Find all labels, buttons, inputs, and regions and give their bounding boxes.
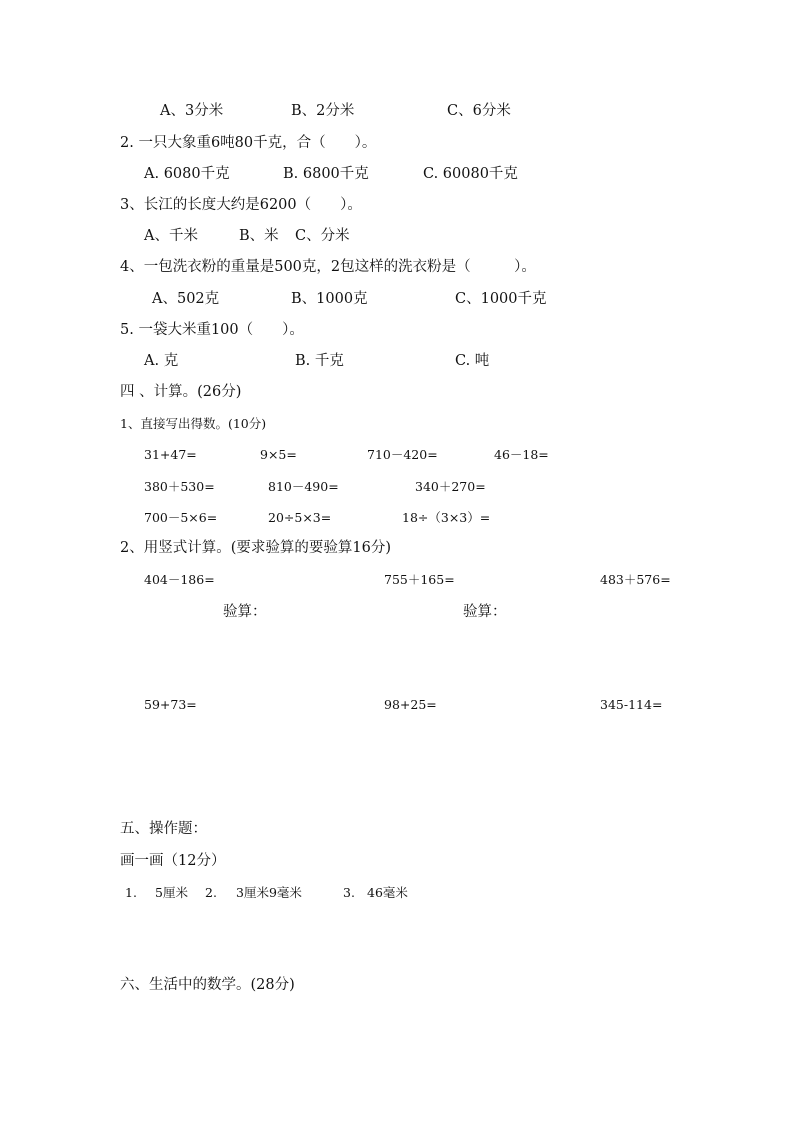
question-5-option-c: C. 吨 xyxy=(455,353,490,369)
oral-calc-item: 810－490= xyxy=(268,479,339,494)
question-2-option-b: B. 6800千克 xyxy=(283,166,369,182)
draw-item-number: 1. xyxy=(125,885,137,900)
question-4-stem: 4、一包洗衣粉的重量是500克，2包这样的洗衣粉是（ ）。 xyxy=(120,259,536,275)
prev-option-c: C、6分米 xyxy=(447,103,511,119)
prev-option-a: A、3分米 xyxy=(160,103,224,119)
draw-item-length: 3厘米9毫米 xyxy=(236,885,302,900)
section-6-title: 六、生活中的数学。(28分) xyxy=(120,977,295,993)
question-5-option-a: A. 克 xyxy=(144,353,179,369)
section-4-part-2-title: 2、用竖式计算。(要求验算的要验算16分) xyxy=(120,540,391,556)
section-4-part-1-title: 1、直接写出得数。(10分) xyxy=(120,416,267,431)
draw-item-number: 2. xyxy=(205,885,217,900)
oral-calc-item: 340＋270= xyxy=(415,479,486,494)
question-3-option-c: C、分米 xyxy=(295,228,350,244)
draw-item-number: 3. xyxy=(343,885,355,900)
section-5-subtitle: 画一画（12分） xyxy=(120,853,226,869)
question-4-option-b: B、1000克 xyxy=(291,291,368,307)
question-3-stem: 3、长江的长度大约是6200（ ）。 xyxy=(120,197,362,213)
vertical-calc-item: 345-114= xyxy=(600,697,663,712)
oral-calc-item: 700－5×6= xyxy=(144,510,218,525)
section-4-title: 四 、计算。(26分) xyxy=(120,384,242,400)
oral-calc-item: 31+47= xyxy=(144,447,197,462)
vertical-calc-item: 98+25= xyxy=(384,697,437,712)
question-3-option-a: A、千米 xyxy=(144,228,198,244)
section-5-title: 五、操作题： xyxy=(120,821,207,837)
question-3-option-b: B、米 xyxy=(239,228,279,244)
oral-calc-item: 20÷5×3= xyxy=(268,510,332,525)
question-2-stem: 2. 一只大象重6吨80千克，合（ ）。 xyxy=(120,135,377,151)
oral-calc-item: 710－420= xyxy=(367,447,438,462)
question-5-stem: 5. 一袋大米重100（ ）。 xyxy=(120,322,304,338)
vertical-calc-item: 483＋576= xyxy=(600,572,671,587)
vertical-calc-item: 755＋165= xyxy=(384,572,455,587)
question-5-option-b: B. 千克 xyxy=(295,353,344,369)
oral-calc-item: 18÷（3×3）= xyxy=(402,510,491,525)
check-label: 验算： xyxy=(463,604,507,620)
oral-calc-item: 9×5= xyxy=(260,447,297,462)
draw-item-length: 5厘米 xyxy=(155,885,188,900)
oral-calc-item: 46－18= xyxy=(494,447,549,462)
question-4-option-a: A、502克 xyxy=(152,291,220,307)
question-2-option-c: C. 60080千克 xyxy=(423,166,518,182)
prev-option-b: B、2分米 xyxy=(291,103,355,119)
oral-calc-item: 380＋530= xyxy=(144,479,215,494)
vertical-calc-item: 59+73= xyxy=(144,697,197,712)
check-label: 验算： xyxy=(223,604,267,620)
draw-item-length: 46毫米 xyxy=(367,885,408,900)
vertical-calc-item: 404－186= xyxy=(144,572,215,587)
question-2-option-a: A. 6080千克 xyxy=(144,166,230,182)
question-4-option-c: C、1000千克 xyxy=(455,291,547,307)
